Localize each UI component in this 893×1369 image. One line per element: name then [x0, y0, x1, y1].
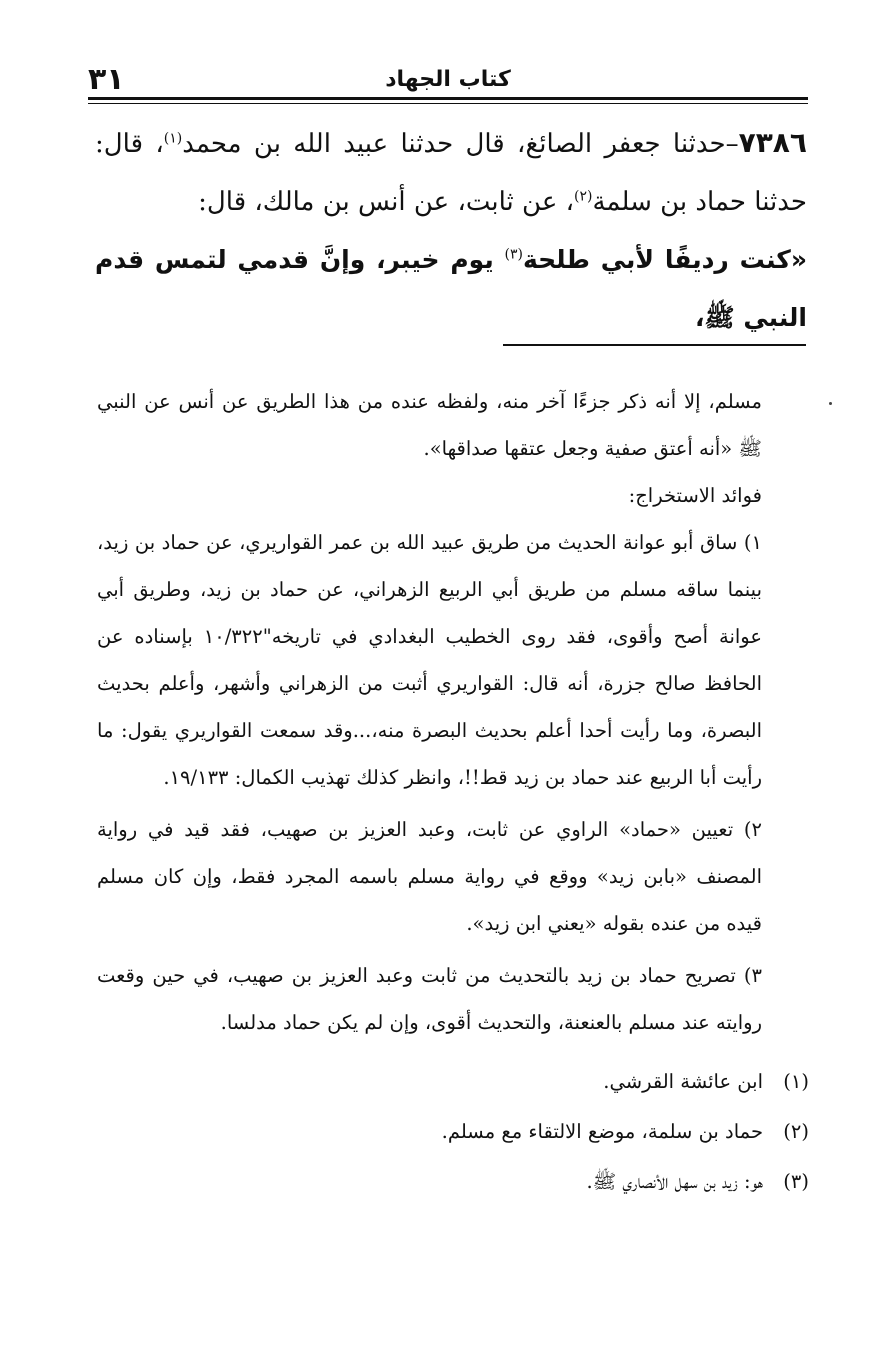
footnote-text: حماد بن سلمة، موضع الالتقاء مع مسلم.	[441, 1120, 763, 1143]
footnote-mark: (٣)	[783, 1170, 809, 1193]
commentary-intro: مسلم، إلا أنه ذكر جزءًا آخر منه، ولفظه عنده من هذا الطريق عن أنس عن النبي ﷺ «أنه أعتق صفية وجعل عتقها صداقها».	[97, 390, 762, 460]
page-header	[88, 62, 808, 98]
hadith-paragraph	[95, 114, 807, 347]
footnote-mark: (٢)	[783, 1120, 809, 1143]
footnote-mark: (١)	[783, 1070, 809, 1093]
header-rule-thin	[88, 103, 808, 104]
section-heading: فوائد الاستخراج:	[628, 484, 762, 507]
header-rule	[88, 97, 808, 100]
footnote-text: ابن عائشة القرشي.	[603, 1070, 763, 1093]
footnote-ref-3: (٣)	[504, 246, 523, 263]
footnote-item	[97, 1057, 809, 1107]
benefit-point-3: ٣) تصريح حماد بن زيد بالتحديث من ثابت وعبد العزيز بن صهيب، في حين وقعت روايته عند مسلم بالعنعنة، والتحديث أقوى، وإن لم يكن حماد مدلسا.	[97, 964, 762, 1034]
footnote-item	[97, 1107, 809, 1157]
footnote-item	[97, 1157, 809, 1207]
footnote-text: هو: زيد بن سهل الأنصاري ﷺ.	[586, 1170, 763, 1193]
margin-dot	[829, 402, 832, 405]
isnad-text: ، قال: حدثنا حماد بن سلمة	[95, 129, 807, 217]
quote-mark: «	[790, 245, 807, 274]
isnad-text: ، عن ثابت، عن أنس بن مالك، قال:	[198, 187, 575, 217]
hadith-text	[95, 114, 807, 347]
footnote-separator	[503, 344, 806, 346]
matn-text: يوم خيبر، وإنَّ قدمي لتمس قدم النبي ﷺ،	[95, 245, 807, 332]
footnotes	[97, 1057, 809, 1207]
running-title: كتاب الجهاد	[385, 67, 511, 92]
benefit-point-1: ١) ساق أبو عوانة الحديث من طريق عبيد الله بن عمر القواريري، عن حماد بن زيد، بينما ساقه مسلم من طريق أبي الربيع الزهراني، عن حماد بن زيد، وطريق أبي عوانة أصح وأقوى، فقد روى الخطيب البغدادي في تاريخه"١٠/٣٢٢ بإسناده عن الحافظ صالح جزرة، أنه قال: القواريري أثبت من الزهراني وأشهر، وأعلم بحديث البصرة، وما رأيت أحدا أعلم بحديث البصرة منه،...وقد سمعت القواريري يقول: ما رأيت أبا الربيع عند حماد بن زيد قط!!، وانظر كذلك تهذيب الكمال: ١٩/١٣٣.	[97, 531, 762, 789]
matn-text: كنت رديفًا لأبي طلحة	[523, 245, 791, 274]
footnote-ref-1: (١)	[163, 130, 183, 147]
benefit-point-2: ٢) تعيين «حماد» الراوي عن ثابت، وعبد العزيز بن صهيب، فقد قيد في رواية المصنف «بابن زيد» ووقع في رواية مسلم باسمه المجرد فقط، وإن كان مسلم قيده من عنده بقوله «يعني ابن زيد».	[97, 818, 762, 935]
commentary	[97, 378, 762, 1046]
isnad-text: –حدثنا جعفر الصائغ، قال حدثنا عبيد الله بن محمد	[182, 129, 739, 159]
page-number: ٣١	[88, 62, 125, 97]
hadith-number: ٧٣٨٦	[738, 126, 807, 159]
footnote-ref-2: (٢)	[574, 188, 593, 205]
